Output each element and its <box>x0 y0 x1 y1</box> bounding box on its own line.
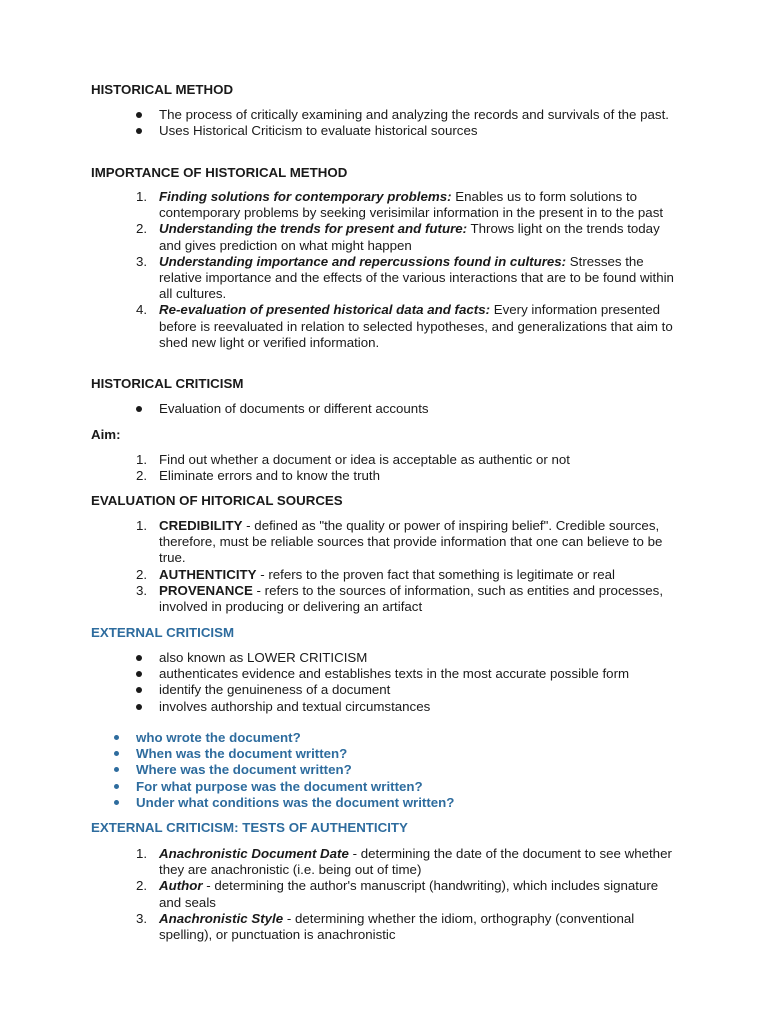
list-item: authenticates evidence and establishes texts in the most accurate possible form <box>0 666 679 682</box>
historical-criticism-list <box>0 401 679 417</box>
list-item: 1. CREDIBILITY - defined as "the quality or power of inspiring belief". Credible sources, therefore, must be reliable sources that provide information that one can believe to be true. <box>136 518 663 566</box>
heading-historical-method: HISTORICAL METHOD <box>91 82 234 97</box>
heading-external-criticism: EXTERNAL CRITICISM <box>91 625 235 640</box>
list-item: identify the genuineness of a document <box>0 682 679 698</box>
external-criticism-questions <box>0 730 454 811</box>
list-item: 3. Anachronistic Style - determining whether the idiom, orthography (conventional spelling), or punctuation is anachronistic <box>136 910 635 943</box>
list-item: 1. Anachronistic Document Date - determining the date of the document to see whether they are anachronistic (i.e. being out of time) <box>136 846 672 878</box>
question-item: When was the document written? <box>0 746 454 762</box>
list-item: 1. Finding solutions for contemporary problems: Enables us to form solutions to contemporary problems by seeking verisimilar information in the present in to the past <box>136 189 664 221</box>
list-item: Uses Historical Criticism to evaluate historical sources <box>0 123 679 139</box>
bullet-icon <box>114 800 119 805</box>
evaluation-list <box>0 518 679 615</box>
tests-list <box>0 846 679 943</box>
historical-method-list <box>0 107 679 139</box>
heading-aim: Aim: <box>91 427 121 442</box>
importance-list <box>0 189 679 351</box>
bullet-icon <box>136 687 142 693</box>
bullet-icon <box>114 784 119 789</box>
heading-historical-criticism: HISTORICAL CRITICISM <box>91 376 244 391</box>
list-item: also known as LOWER CRITICISM <box>0 650 679 666</box>
question-item: Under what conditions was the document written? <box>0 795 454 811</box>
list-item: The process of critically examining and analyzing the records and survivals of the past. <box>0 107 679 123</box>
bullet-icon <box>114 735 119 740</box>
list-item: 3. PROVENANCE - refers to the sources of information, such as entities and processes, involved in producing or delivering an artifact <box>136 582 664 615</box>
list-item: Evaluation of documents or different accounts <box>0 401 679 417</box>
aim-list <box>0 452 679 484</box>
list-item: 4. Re-evaluation of presented historical data and facts: Every information presented before is reevaluated in relation to selected hypotheses, and generalizations that aim to shed new light or verified information. <box>136 302 673 350</box>
question-item: For what purpose was the document written? <box>0 779 454 795</box>
list-item: 1. Find out whether a document or idea is acceptable as authentic or not <box>136 452 570 467</box>
bullet-icon <box>114 767 119 772</box>
external-criticism-list <box>0 650 679 715</box>
bullet-icon <box>136 655 142 661</box>
bullet-icon <box>136 406 142 412</box>
heading-evaluation: EVALUATION OF HITORICAL SOURCES <box>91 493 343 508</box>
bullet-icon <box>136 671 142 677</box>
list-item: 3. Understanding importance and repercussions found in cultures: Stresses the relative importance and the effects of the various interactions that are to be found within all cultures. <box>136 253 674 302</box>
question-item: Where was the document written? <box>0 762 454 778</box>
list-item: 2. AUTHENTICITY - refers to the proven fact that something is legitimate or real <box>136 566 615 582</box>
list-item: 2. Understanding the trends for present and future: Throws light on the trends today and gives prediction on what might happen <box>136 221 660 253</box>
bullet-icon <box>136 112 142 118</box>
list-item: 2. Eliminate errors and to know the truth <box>136 468 380 484</box>
bullet-icon <box>136 128 142 134</box>
heading-tests-of-authenticity: EXTERNAL CRITICISM: TESTS OF AUTHENTICITY <box>91 820 408 835</box>
bullet-icon <box>136 704 142 710</box>
bullet-icon <box>114 751 119 756</box>
heading-importance: IMPORTANCE OF HISTORICAL METHOD <box>91 165 348 180</box>
question-item: who wrote the document? <box>0 730 454 746</box>
list-item: involves authorship and textual circumstances <box>0 699 679 715</box>
list-item: 2. Author - determining the author's manuscript (handwriting), which includes signature and seals <box>136 878 659 910</box>
